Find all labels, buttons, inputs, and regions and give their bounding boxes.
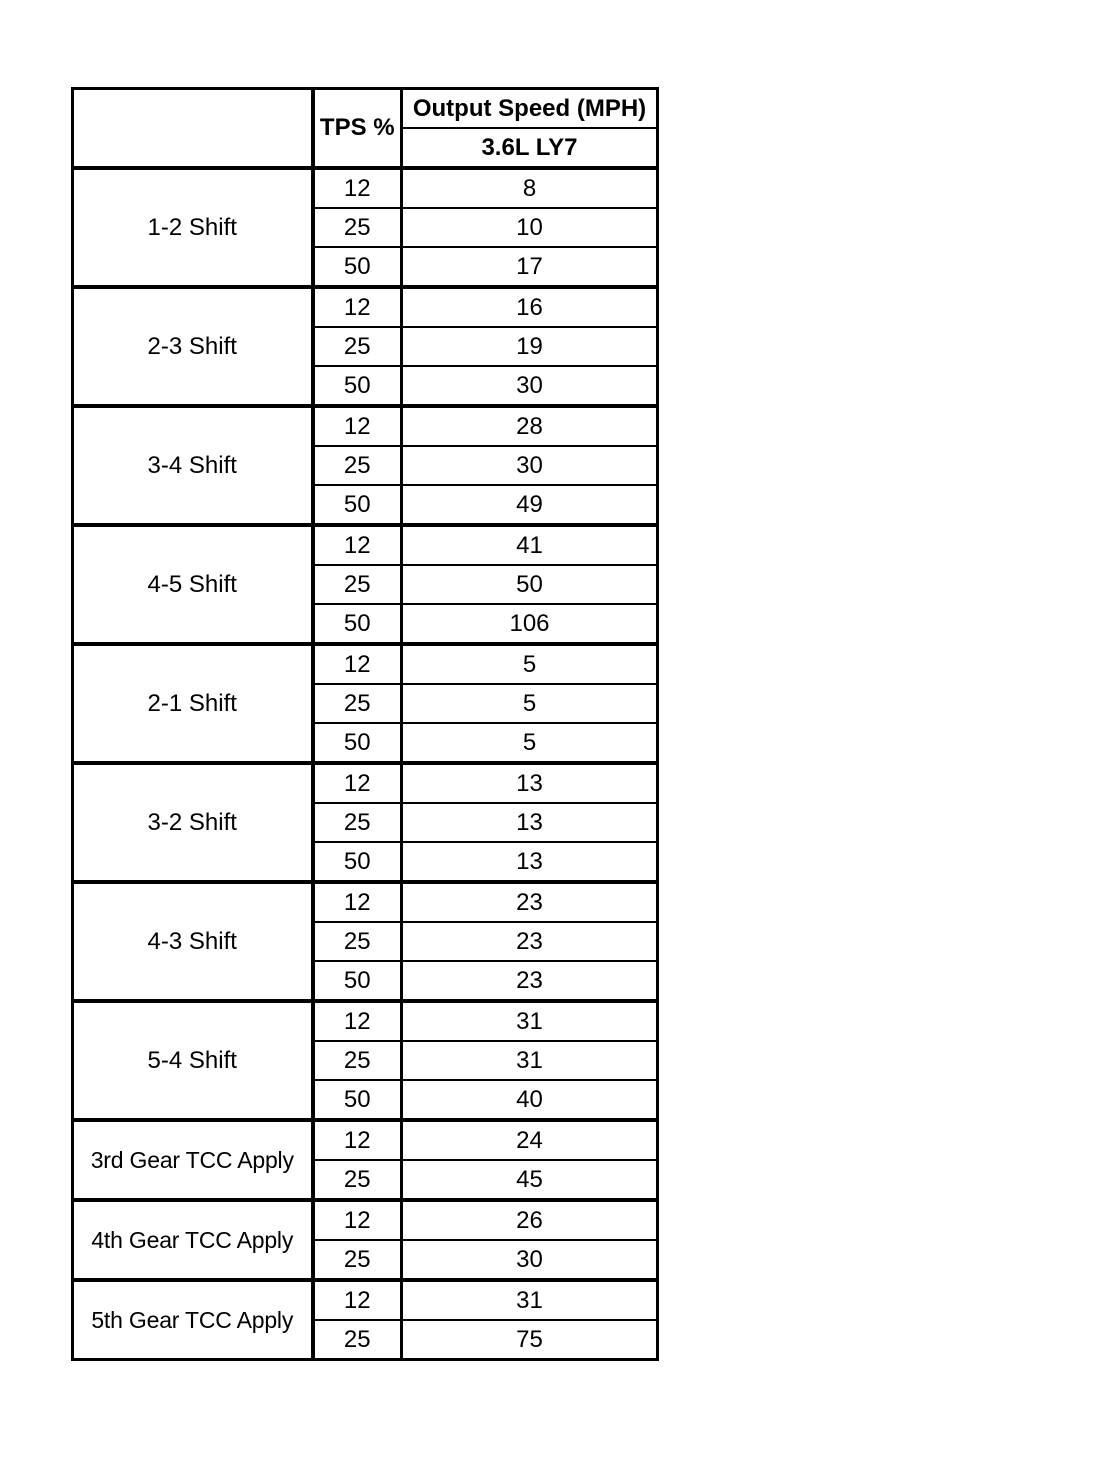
output-speed-value: 10: [402, 208, 658, 247]
tps-value: 50: [313, 723, 402, 763]
output-speed-value: 30: [402, 446, 658, 485]
output-speed-value: 31: [402, 1041, 658, 1080]
tps-value: 50: [313, 366, 402, 406]
tps-value: 12: [313, 406, 402, 446]
output-speed-value: 16: [402, 287, 658, 327]
output-speed-value: 8: [402, 168, 658, 208]
tps-value: 25: [313, 1160, 402, 1200]
output-speed-value: 13: [402, 803, 658, 842]
tps-value: 50: [313, 247, 402, 287]
tps-value: 25: [313, 1240, 402, 1280]
shift-label: 3-2 Shift: [73, 763, 313, 882]
output-speed-value: 5: [402, 684, 658, 723]
table-body: [73, 89, 658, 1360]
output-speed-value: 24: [402, 1120, 658, 1160]
tps-value: 50: [313, 1080, 402, 1120]
output-speed-value: 41: [402, 525, 658, 565]
shift-label: 5-4 Shift: [73, 1001, 313, 1120]
table-row: [73, 644, 658, 684]
tps-value: 25: [313, 565, 402, 604]
tps-header: TPS %: [313, 89, 402, 169]
table-row: [73, 1120, 658, 1160]
shift-label: 2-1 Shift: [73, 644, 313, 763]
tps-value: 12: [313, 1001, 402, 1041]
tps-value: 25: [313, 803, 402, 842]
shift-label: 4th Gear TCC Apply: [73, 1200, 313, 1280]
output-speed-value: 13: [402, 763, 658, 803]
output-speed-value: 31: [402, 1280, 658, 1320]
shift-label: 5th Gear TCC Apply: [73, 1280, 313, 1360]
tps-value: 25: [313, 1320, 402, 1360]
table-row: [73, 525, 658, 565]
table-row: [73, 406, 658, 446]
shift-label: 4-5 Shift: [73, 525, 313, 644]
table-row: [73, 763, 658, 803]
output-speed-value: 45: [402, 1160, 658, 1200]
tps-value: 25: [313, 922, 402, 961]
tps-value: 25: [313, 684, 402, 723]
table-row: [73, 1200, 658, 1240]
tps-value: 50: [313, 961, 402, 1001]
output-speed-value: 40: [402, 1080, 658, 1120]
header-blank-cell: [73, 89, 313, 169]
output-speed-value: 23: [402, 961, 658, 1001]
tps-value: 12: [313, 882, 402, 922]
header-row: [73, 89, 658, 129]
shift-label: 4-3 Shift: [73, 882, 313, 1001]
output-speed-value: 31: [402, 1001, 658, 1041]
output-speed-value: 30: [402, 366, 658, 406]
tps-value: 50: [313, 604, 402, 644]
output-speed-value: 106: [402, 604, 658, 644]
table-row: [73, 1280, 658, 1320]
table-row: [73, 287, 658, 327]
output-speed-value: 23: [402, 922, 658, 961]
tps-value: 12: [313, 763, 402, 803]
tps-value: 12: [313, 1280, 402, 1320]
output-speed-value: 75: [402, 1320, 658, 1360]
output-speed-value: 19: [402, 327, 658, 366]
output-speed-value: 5: [402, 723, 658, 763]
shift-label: 3-4 Shift: [73, 406, 313, 525]
output-speed-value: 26: [402, 1200, 658, 1240]
tps-value: 12: [313, 1120, 402, 1160]
tps-value: 12: [313, 287, 402, 327]
output-speed-value: 30: [402, 1240, 658, 1280]
tps-value: 25: [313, 446, 402, 485]
tps-value: 50: [313, 842, 402, 882]
shift-speed-table: [71, 87, 659, 1361]
tps-value: 12: [313, 1200, 402, 1240]
output-speed-value: 23: [402, 882, 658, 922]
tps-value: 25: [313, 1041, 402, 1080]
engine-header: 3.6L LY7: [402, 128, 658, 168]
shift-label: 2-3 Shift: [73, 287, 313, 406]
output-speed-value: 5: [402, 644, 658, 684]
tps-value: 12: [313, 644, 402, 684]
tps-value: 25: [313, 208, 402, 247]
shift-label: 1-2 Shift: [73, 168, 313, 287]
shift-label: 3rd Gear TCC Apply: [73, 1120, 313, 1200]
tps-value: 12: [313, 168, 402, 208]
output-speed-value: 50: [402, 565, 658, 604]
tps-value: 25: [313, 327, 402, 366]
output-speed-value: 28: [402, 406, 658, 446]
table-row: [73, 882, 658, 922]
output-speed-value: 17: [402, 247, 658, 287]
output-speed-value: 13: [402, 842, 658, 882]
output-speed-header: Output Speed (MPH): [402, 89, 658, 129]
tps-value: 50: [313, 485, 402, 525]
tps-value: 12: [313, 525, 402, 565]
output-speed-value: 49: [402, 485, 658, 525]
table-row: [73, 168, 658, 208]
table-row: [73, 1001, 658, 1041]
